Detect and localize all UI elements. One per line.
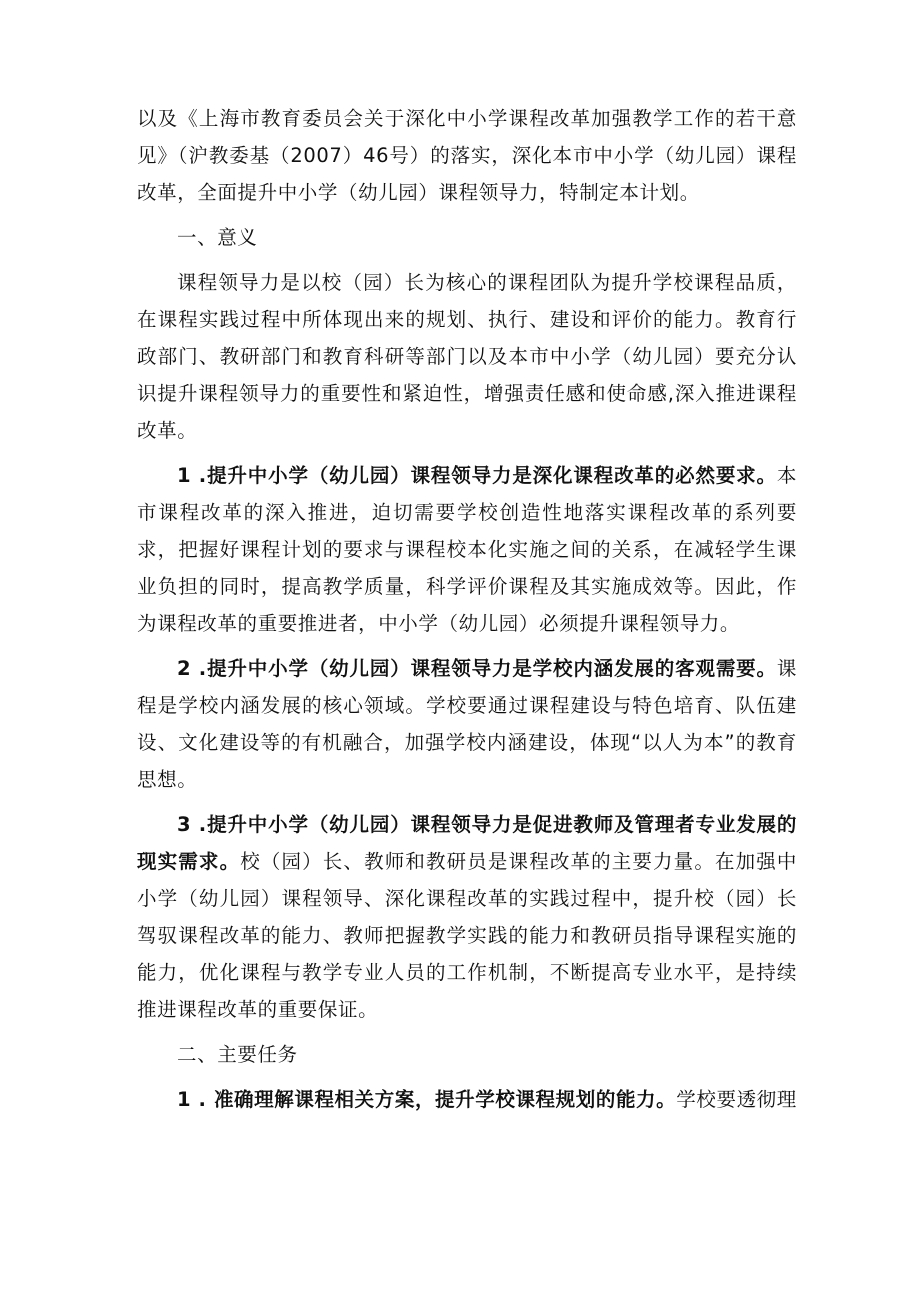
point-1-paragraph	[137, 457, 797, 642]
intro-text: 以及《上海市教育委员会关于深化中小学课程改革加强教学工作的若干意见》（沪教委基（2007）46号）的落实，深化本市中小学（幼儿园）课程改革，全面提升中小学（幼儿园）课程领导力，特制定本计划。	[137, 107, 797, 204]
point-3-text: 校（园）长、教师和教研员是课程改革的主要力量。在加强中小学（幼儿园）课程领导、深化课程改革的实践过程中，提升校（园）长驾驭课程改革的能力、教师把握教学实践的能力和教研员指导课程实施的能力，优化课程与教学专业人员的工作机制，不断提高专业水平，是持续推进课程改革的重要保证。	[137, 850, 797, 1021]
meaning-paragraph	[137, 264, 797, 449]
task-1-text: 学校要透彻理	[676, 1088, 797, 1111]
point-2-lead: 2 .提升中小学（幼儿园）课程领导力是学校内涵发展的客观需要。	[177, 657, 777, 680]
point-1-text: 本市课程改革的深入推进，迫切需要学校创造性地落实课程改革的系列要求，把握好课程计划的要求与课程校本化实施之间的关系，在减轻学生课业负担的同时，提高教学质量，科学评价课程及其实施成效等。因此，作为课程改革的重要推进者，中小学（幼儿园）必须提升课程领导力。	[137, 464, 797, 635]
point-1-lead: 1 .提升中小学（幼儿园）课程领导力是深化课程改革的必然要求。	[177, 464, 777, 487]
meaning-text: 课程领导力是以校（园）长为核心的课程团队为提升学校课程品质，在课程实践过程中所体现出来的规划、执行、建设和评价的能力。教育行政部门、教研部门和教育科研等部门以及本市中小学（幼儿园）要充分认识提升课程领导力的重要性和紧迫性，增强责任感和使命感,深入推进课程改革。	[137, 271, 797, 442]
document-body	[137, 100, 797, 1126]
section-heading-tasks: 二、主要任务	[177, 1043, 298, 1066]
point-3-paragraph	[137, 806, 797, 1028]
task-1-paragraph	[137, 1081, 797, 1118]
task-1-lead: 1 . 准确理解课程相关方案，提升学校课程规划的能力。	[177, 1088, 677, 1111]
point-2-paragraph	[137, 650, 797, 798]
section-heading-meaning: 一、意义	[177, 226, 258, 249]
point-2-text: 课程是学校内涵发展的核心领域。学校要通过课程建设与特色培育、队伍建设、文化建设等的有机融合，加强学校内涵建设，体现“以人为本”的教育思想。	[137, 657, 797, 791]
point-3-lead: 3 .提升中小学（幼儿园）课程领导力是促进教师及管理者专业发展的现实需求。	[137, 813, 797, 873]
intro-paragraph	[137, 100, 797, 211]
